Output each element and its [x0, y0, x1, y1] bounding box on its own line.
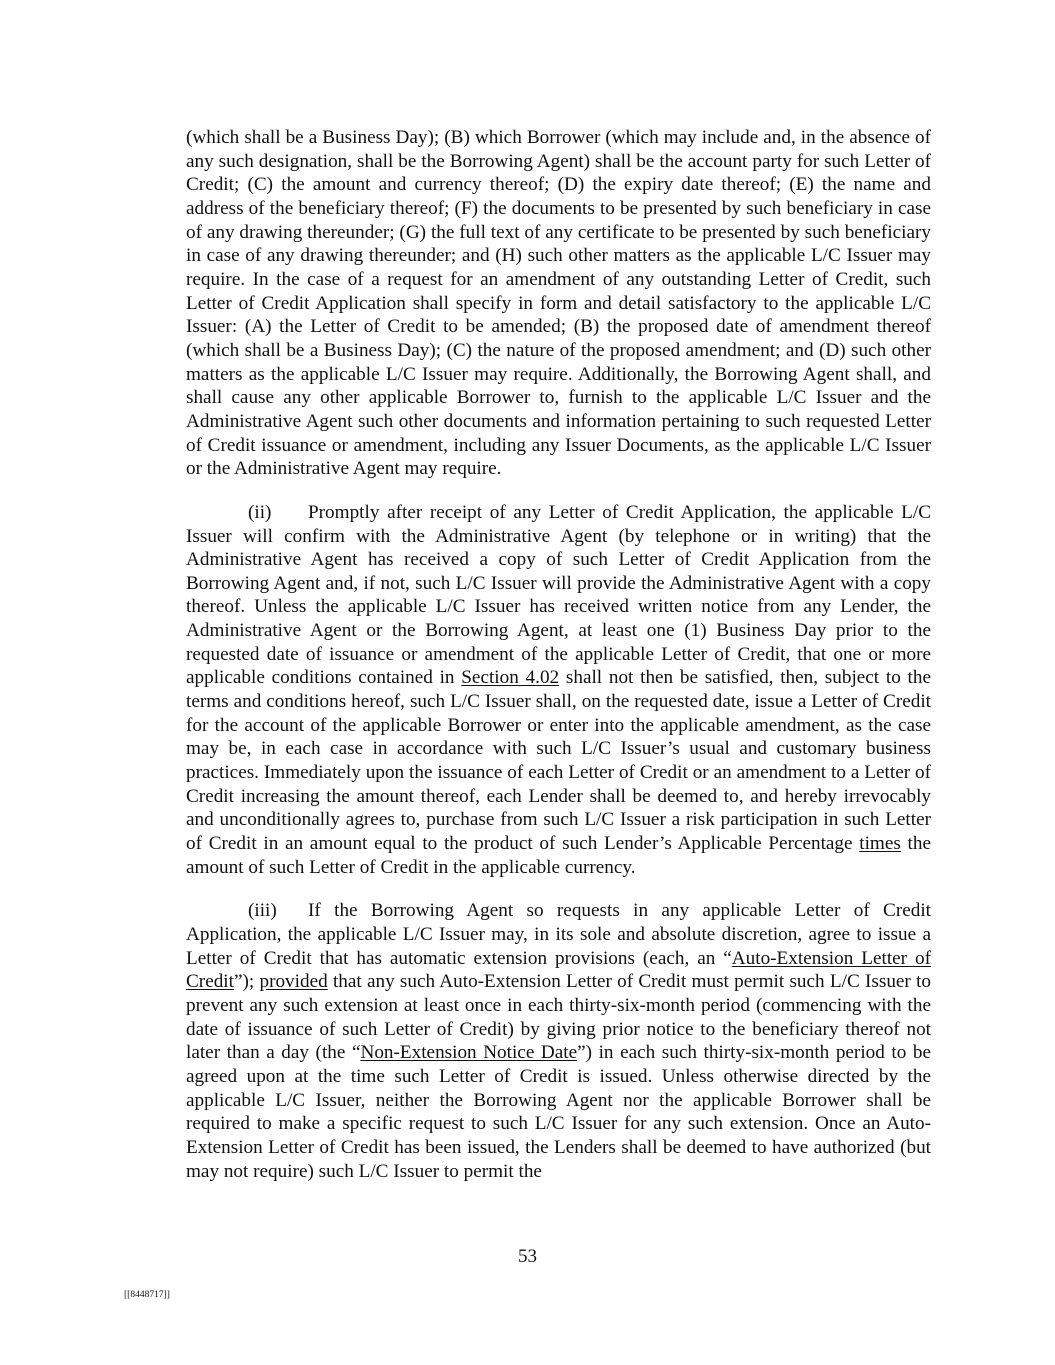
- text-run: If the Borrowing Agent so requests in any applicable Letter of Credit Application, the applicable L/C Issuer may, in its sole and absolute discretion, agree to issue a Letter of Credit that has automatic extension provisions (each, an “: [186, 900, 931, 969]
- paragraph-number: (ii): [248, 501, 272, 523]
- paragraph-iii: [186, 899, 931, 1183]
- defined-term: times: [859, 833, 901, 855]
- page-number: 53: [518, 1246, 537, 1267]
- text-run: that any such Auto-Extension Letter of Credit must permit such L/C Issuer to prevent any such extension at least once in each thirty-six-month period (commencing with the date of issuance of such Letter of Credit) by giving prior notice to the beneficiary thereof not later than a day (the “: [186, 971, 931, 1064]
- text-run: (which shall be a Business Day); (B) which Borrower (which may include and, in the absence of any such designation, shall be the Borrowing Agent) shall be the account party for such Letter of Credit; (C) the amount and currency thereof; (D) the expiry date thereof; (E) the name and address of the beneficiary thereof; (F) the documents to be presented by such beneficiary in case of any drawing thereunder; (G) the full text of any certificate to be presented by such beneficiary in case of any drawing thereunder; and (H) such other matters as the applicable L/C Issuer may require. In the case of a request for an amendment of any outstanding Letter of Credit, such Letter of Credit Application shall specify in form and detail satisfactory to the applicable L/C Issuer: (A) the Letter of Credit to be amended; (B) the proposed date of amendment thereof (which shall be a Business Day); (C) the nature of the proposed amendment; and (D) such other matters as the applicable L/C Issuer may require. Additionally, the Borrowing Agent shall, and shall cause any other applicable Borrower to, furnish to the applicable L/C Issuer and the Administrative Agent such other documents and information pertaining to such requested Letter of Credit issuance or amendment, including any Issuer Documents, as the applicable L/C Issuer or the Administrative Agent may require.: [186, 127, 931, 480]
- paragraph-number: (iii): [248, 900, 277, 922]
- paragraph-ii: [186, 501, 931, 880]
- text-run: ”) in each such thirty-six-month period to be agreed upon at the time such Letter of Credit is issued. Unless otherwise directed by the applicable L/C Issuer, neither the Borrowing Agent nor the applicable Borrower shall be required to make a specific request to such L/C Issuer for any such extension. Once an Auto-Extension Letter of Credit has been issued, the Lenders shall be deemed to have authorized (but may not require) such L/C Issuer to permit the: [186, 1042, 931, 1182]
- paragraph-continuation: [186, 126, 931, 481]
- body-text: [186, 126, 931, 1183]
- defined-term: Auto-Extension Letter of Credit: [186, 947, 931, 993]
- text-run: the amount of such Letter of Credit in the applicable currency.: [186, 833, 931, 878]
- text-run: ”);: [233, 971, 260, 993]
- document-id: [[8448717]]: [124, 1290, 170, 1300]
- defined-term: Section 4.02: [461, 667, 560, 689]
- defined-term: Non-Extension Notice Date: [360, 1042, 578, 1064]
- text-run: shall not then be satisfied, then, subject to the terms and conditions hereof, such L/C Issuer shall, on the requested date, issue a Letter of Credit for the account of the applicable Borrower or enter into the applicable amendment, as the case may be, in each case in accordance with such L/C Issuer’s usual and customary business practices. Immediately upon the issuance of each Letter of Credit or an amendment to a Letter of Credit increasing the amount thereof, each Lender shall be deemed to, and hereby irrevocably and unconditionally agrees to, purchase from such L/C Issuer a risk participation in such Letter of Credit in an amount equal to the product of such Lender’s Applicable Percentage: [186, 667, 931, 855]
- text-run: Promptly after receipt of any Letter of Credit Application, the applicable L/C Issuer will confirm with the Administrative Agent (by telephone or in writing) that the Administrative Agent has received a copy of such Letter of Credit Application from the Borrowing Agent and, if not, such L/C Issuer will provide the Administrative Agent with a copy thereof. Unless the applicable L/C Issuer has received written notice from any Lender, the Administrative Agent or the Borrowing Agent, at least one (1) Business Day prior to the requested date of issuance or amendment of the applicable Letter of Credit, that one or more applicable conditions contained in: [186, 501, 931, 689]
- defined-term: provided: [259, 971, 328, 993]
